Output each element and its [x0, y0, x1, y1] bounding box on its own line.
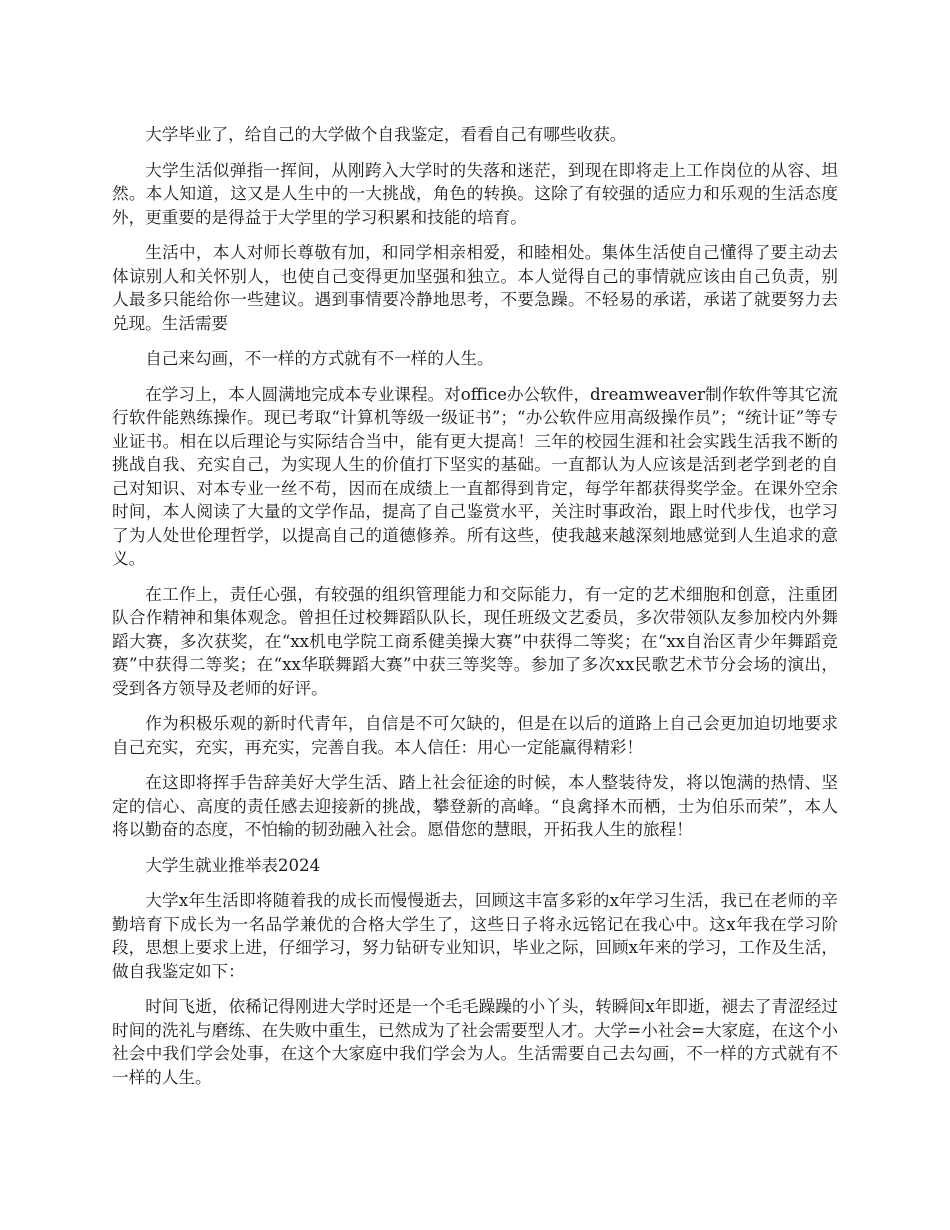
paragraph-work: 在工作上，责任心强，有较强的组织管理能力和交际能力，有一定的艺术细胞和创意，注重团队合作精神和集体观念。曾担任过校舞蹈队队长，现任班级文艺委员，多次带领队友参加校内外舞蹈大赛，多次获奖，在“xx机电学院工商系健美操大赛”中获得二等奖；在“xx自治区青少年舞蹈竞赛”中获得二等奖；在“xx华联舞蹈大赛”中获三等奖等。参加了多次xx民歌艺术节分会场的演出，受到各方领导及老师的好评。: [112, 584, 838, 698]
document-body: [112, 123, 838, 1101]
paragraph-life-continued: 自己来勾画，不一样的方式就有不一样的人生。: [145, 349, 494, 368]
section-heading: 大学生就业推举表2024: [145, 855, 321, 875]
paragraph-review: 大学x年生活即将随着我的成长而慢慢逝去，回顾这丰富多彩的x年学习生活，我已在老师的辛勤培育下成长为一名品学兼优的合格大学生了，这些日子将永远铭记在我心中。这x年我在学习阶段，思想上要求上进，仔细学习，努力钻研专业知识，毕业之际，回顾x年来的学习，工作及生活，做自我鉴定如下：: [112, 891, 838, 981]
paragraph-study: 在学习上，本人圆满地完成本专业课程。对office办公软件，dreamweaver制作软件等其它流行软件能熟练操作。现已考取“计算机等级一级证书”；“办公软件应用高级操作员”；“统计证”等专业证书。相在以后理论与实际结合当中，能有更大提高！三年的校园生涯和社会实践生活我不断的挑战自我、充实自己，为实现人生的价值打下坚实的基础。一直都认为人应该是活到老学到老的自己对知识、对本专业一丝不苟，因而在成绩上一直都得到肯定，每学年都获得奖学金。在课外空余时间，本人阅读了大量的文学作品，提高了自己鉴赏水平，关注时事政治，跟上时代步伐，也学习了为人处世伦理哲学，以提高自己的道德修养。所有这些，使我越来越深刻地感觉到人生追求的意义。: [112, 384, 838, 568]
paragraph-farewell: 在这即将挥手告辞美好大学生活、踏上社会征途的时候，本人整装待发，将以饱满的热情、坚定的信心、高度的责任感去迎接新的挑战，攀登新的高峰。“良禽择木而栖，士为伯乐而荣”，本人将以勤奋的态度，不怕输的韧劲融入社会。愿借您的慧眼，开拓我人生的旅程！: [112, 773, 838, 839]
paragraph-intro: 大学毕业了，给自己的大学做个自我鉴定，看看自己有哪些收获。: [145, 125, 627, 144]
paragraph-attitude: 作为积极乐观的新时代青年，自信是不可欠缺的，但是在以后的道路上自己会更加迫切地要求自己充实，充实，再充实，完善自我。本人信任：用心一定能赢得精彩！: [112, 714, 838, 757]
paragraph-daily-life: 生活中，本人对师长尊敬有加，和同学相亲相爱，和睦相处。集体生活使自己懂得了要主动去体谅别人和关怀别人，也使自己变得更加坚强和独立。本人觉得自己的事情就应该由自己负责，别人最多只能给你一些建议。遇到事情要冷静地思考，不要急躁。不轻易的承诺，承诺了就要努力去兑现。生活需要: [112, 243, 838, 333]
paragraph-university-life: 大学生活似弹指一挥间，从刚跨入大学时的失落和迷茫，到现在即将走上工作岗位的从容、坦然。本人知道，这又是人生中的一大挑战，角色的转换。这除了有较强的适应力和乐观的生活态度外，更重要的是得益于大学里的学习积累和技能的培育。: [112, 160, 838, 227]
paragraph-growth: 时间飞逝，依稀记得刚进大学时还是一个毛毛躁躁的小丫头，转瞬间x年即逝，褪去了青涩经过时间的洗礼与磨练、在失败中重生，已然成为了社会需要型人才。大学=小社会=大家庭，在这个小社会中我们学会处事，在这个大家庭中我们学会为人。生活需要自己去勾画，不一样的方式就有不一样的人生。: [112, 997, 838, 1087]
